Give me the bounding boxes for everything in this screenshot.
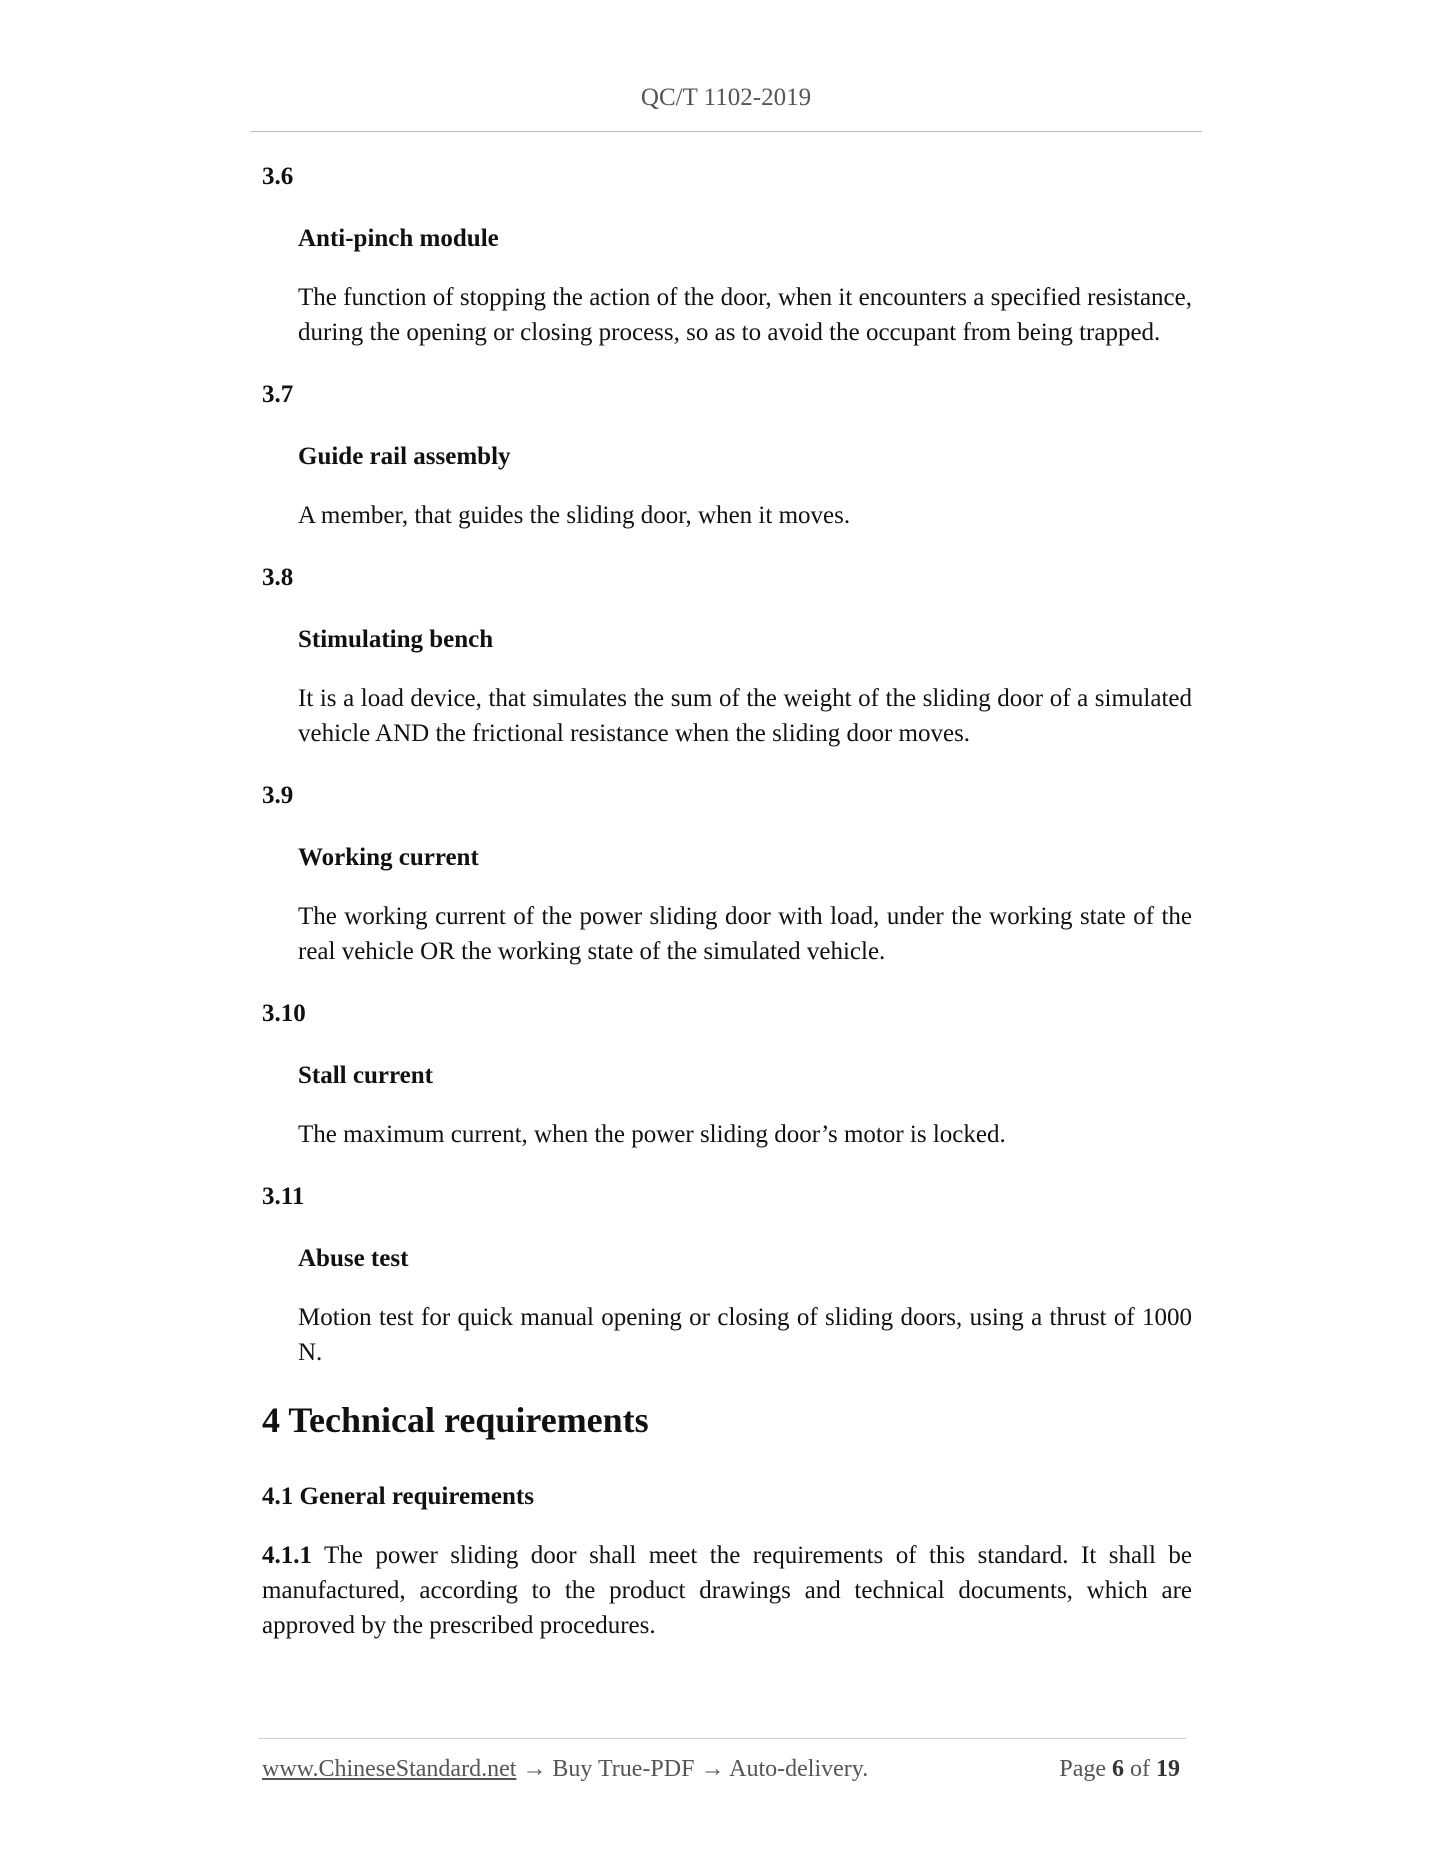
page-number: 6 bbox=[1112, 1756, 1124, 1782]
term-definition: A member, that guides the sliding door, when it moves. bbox=[298, 502, 851, 529]
term-title: Stimulating bench bbox=[298, 626, 494, 653]
running-header: QC/T 1102-2019 bbox=[640, 84, 812, 111]
term-definition: Motion test for quick manual opening or closing of sliding doors, using a thrust of 1000 N. bbox=[298, 1304, 1192, 1366]
delivery-text: Auto-delivery. bbox=[729, 1756, 869, 1782]
footer-rule bbox=[258, 1738, 1186, 1739]
term-title: Stall current bbox=[298, 1062, 433, 1089]
of-label: of bbox=[1130, 1756, 1150, 1782]
paragraph-number: 4.1.1 bbox=[262, 1542, 312, 1569]
term-definition: It is a load device, that simulates the sum of the weight of the sliding door of a simulated vehicle AND the frictional resistance when the sliding door moves. bbox=[298, 685, 1192, 747]
page-indicator bbox=[1059, 1756, 1180, 1783]
clause-paragraph bbox=[262, 1538, 1192, 1643]
clause-number: 3.11 bbox=[262, 1183, 305, 1210]
clause-number: 3.7 bbox=[262, 381, 294, 408]
clause-number: 3.10 bbox=[262, 1000, 306, 1027]
page-label: Page bbox=[1059, 1756, 1106, 1782]
term-definition: The function of stopping the action of the door, when it encounters a specified resistance, during the opening or closing process, so as to avoid the occupant from being trapped. bbox=[298, 284, 1192, 346]
site-link[interactable]: www.ChineseStandard.net bbox=[262, 1756, 517, 1782]
term-definition: The working current of the power sliding door with load, under the working state of the real vehicle OR the working state of the simulated vehicle. bbox=[298, 903, 1192, 965]
clause-number: 3.8 bbox=[262, 564, 294, 591]
term-title: Working current bbox=[298, 844, 479, 871]
term-title: Abuse test bbox=[298, 1245, 409, 1272]
section-heading: 4 Technical requirements bbox=[262, 1400, 649, 1440]
term-title: Guide rail assembly bbox=[298, 443, 511, 470]
clause-number: 3.9 bbox=[262, 782, 294, 809]
clause-number: 3.6 bbox=[262, 163, 294, 190]
header-rule bbox=[250, 131, 1202, 132]
buy-text: Buy True-PDF bbox=[552, 1756, 695, 1782]
footer-promo bbox=[262, 1756, 868, 1783]
paragraph-text: The power sliding door shall meet the requirements of this standard. It shall be manufactured, according to the product drawings and technical documents, which are approved by the prescribed procedures. bbox=[262, 1542, 1192, 1639]
arrow-icon: → bbox=[700, 1756, 725, 1782]
subsection-heading: 4.1 General requirements bbox=[262, 1483, 534, 1510]
term-definition: The maximum current, when the power sliding door’s motor is locked. bbox=[298, 1121, 1006, 1148]
page-total: 19 bbox=[1156, 1756, 1180, 1782]
term-title: Anti-pinch module bbox=[298, 225, 499, 252]
page-content bbox=[262, 158, 1192, 1643]
arrow-icon: → bbox=[522, 1756, 547, 1782]
